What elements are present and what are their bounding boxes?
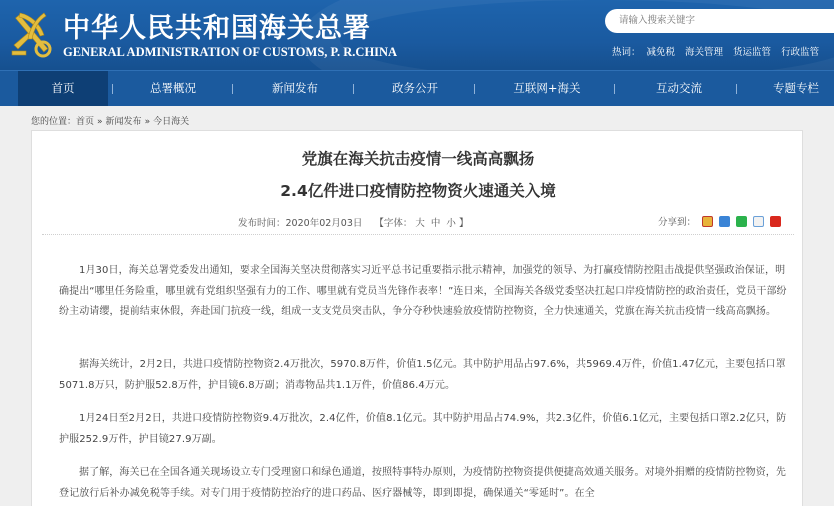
share-renren-icon[interactable] [753,216,764,227]
article-title: 党旗在海关抗击疫情一线高高飘扬 [301,150,535,168]
search-input[interactable] [605,9,834,33]
hot-word-link[interactable]: 行政监管 [781,47,820,58]
meta-divider [42,234,794,235]
nav-item-special-topics[interactable]: 专题专栏 [773,81,819,95]
hot-words-label: 热词： [612,47,641,58]
breadcrumb-separator: » [144,117,151,127]
nav-divider [614,84,615,94]
site-header [0,0,834,70]
share-weibo-icon[interactable] [702,216,713,227]
nav-item-news[interactable]: 新闻发布 [272,81,318,95]
nav-divider [232,84,233,94]
main-nav [0,70,834,106]
share-people-icon[interactable] [770,216,781,227]
article-panel [31,130,803,506]
article-paragraph: 1月30日，海关总署党委发出通知，要求全国海关坚决贯彻落实习近平总书记重要指示批示精神，加强党的领导、为打赢疫情防控阻击战提供坚强政治保证，明确提出“哪里任务险重，哪里就有党组织坚强有力的工作、哪里就有党员当先锋作表率！”连日来，全国海关各级党委坚决扛起口岸疫情防控的政治责任，党员干部纷纷主动请缨，提前结束休假，奔赴国门抗疫一线，组成一支支党员突击队，争分夺秒快速验放疫情防控物资，全力快速通关，党旗在海关抗击疫情一线高高飘扬。 [59,265,787,317]
share-label: 分享到： [658,217,697,228]
nav-item-government-affairs[interactable]: 政务公开 [392,81,438,95]
breadcrumb-label: 您的位置： [31,117,77,127]
article-subtitle: 2.4亿件进口疫情防控物资火速通关入境 [280,182,556,200]
font-size-small-button[interactable]: 小 [446,218,456,229]
nav-divider [353,84,354,94]
hot-word-link[interactable]: 海关管理 [685,47,724,58]
article-paragraph: 1月24日至2月2日，共进口疫情防控物资9.4万批次，2.4亿件，价值8.1亿元。其中防护用品占74.9%，共2.3亿件，价值6.1亿元，主要包括口罩2.2亿只，防护服252.9万件，护目镜27.9万副。 [59,413,787,445]
font-size-medium-button[interactable]: 中 [430,218,441,229]
hot-word-link[interactable]: 减免税 [646,47,676,58]
breadcrumb [31,114,189,127]
article-paragraph: 据了解，海关已在全国各通关现场设立专门受理窗口和绿色通道，按照特事特办原则，为疫情防控物资提供便捷高效通关服务。对境外捐赠的疫情防控物资，先登记放行后补办减免税等手续。对专门用于疫情防控治疗的进口药品、医疗器械等，即到即提，确保通关“零延时”。在全 [59,467,786,499]
font-size-close: 】 [458,218,469,229]
article-paragraph: 据海关统计，2月2日，共进口疫情防控物资2.4万批次，5970.8万件，价值1.5亿元。其中防护用品占97.6%，共5969.4万件，价值1.47亿元，主要包括口罩5071.8万只，防护服52.8万件，护目镜6.8万副；消毒物品共1.1万件，价值86.4万元。 [59,359,786,391]
nav-divider [736,84,737,94]
nav-divider [474,84,475,94]
hot-words [612,44,829,58]
site-title-english[interactable]: GENERAL ADMINISTRATION OF CUSTOMS, P. R.CHINA [63,45,398,59]
article-meta [238,215,468,229]
breadcrumb-link[interactable]: 首页 [76,117,95,127]
nav-item-internet-customs[interactable]: 互联网+海关 [513,81,581,95]
publish-label: 发布时间： [238,218,286,229]
nav-item-home[interactable]: 首页 [18,71,108,106]
breadcrumb-link[interactable]: 今日海关 [153,117,190,127]
breadcrumb-link[interactable]: 新闻发布 [105,117,142,127]
font-size-large-button[interactable]: 大 [415,218,425,229]
nav-item-interaction[interactable]: 互动交流 [656,81,702,95]
nav-item-overview[interactable]: 总署概况 [150,81,196,95]
share-wechat-icon[interactable] [736,216,747,227]
site-title-chinese[interactable]: 中华人民共和国海关总署 [63,13,371,44]
font-size-label: 【字体： [374,218,413,229]
hot-word-link[interactable]: 货运监管 [733,47,772,58]
font-size-control [374,218,468,229]
nav-divider [112,84,113,94]
publish-date: 2020年02月03日 [285,218,363,229]
breadcrumb-separator: » [97,117,103,127]
share-bar [658,214,781,228]
customs-emblem-icon[interactable] [6,5,58,63]
share-qzone-icon[interactable] [719,216,730,227]
